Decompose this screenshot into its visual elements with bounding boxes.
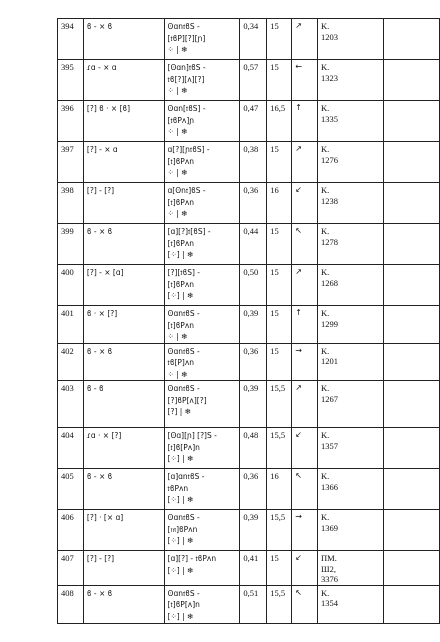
table-row: [58, 265, 440, 306]
transcription-cell-line: ⁘ | ❄: [167, 86, 188, 95]
direction-arrow-icon-line: ↖: [295, 226, 302, 235]
transcription-cell-line: [⁘] | ❄: [167, 565, 194, 575]
transcription-cell-line: 𝔱ϐPʌn: [167, 483, 189, 493]
reference-cell: [318, 224, 384, 265]
size-cell-line: 15,5: [270, 512, 286, 522]
reference-cell: [318, 19, 384, 60]
reference-cell-line: 1369: [321, 522, 339, 533]
transcription-cell-line: [⁘] | ❄: [167, 250, 194, 259]
inscription-cell-line: ϐ - × ϐ: [86, 346, 113, 356]
transcription-cell-line: [𝔱]ϐ[Pʌ]n: [167, 442, 200, 452]
table-row: [58, 183, 440, 224]
inscription-cell-line: ϐ · × [?]: [86, 309, 118, 318]
transcription-cell-line: ʘɑn𝔱ϐS -: [167, 513, 200, 522]
row-number-line: 403: [61, 383, 74, 393]
inscription-cell: [83, 343, 164, 381]
transcription-cell: [164, 142, 240, 183]
reference-cell: [318, 306, 384, 344]
table-row: [58, 306, 440, 344]
table-row: [58, 142, 440, 183]
transcription-cell-line: ⁘ | ❄: [167, 45, 188, 54]
empty-cell: [383, 265, 439, 306]
transcription-cell-line: [𝔱]ϐPʌn: [167, 156, 195, 166]
reference-cell-line: 1357: [321, 440, 339, 451]
inscription-cell-line: [?] - [?]: [86, 554, 115, 563]
transcription-cell-line: [ɑ][?]𝔱[ϐS] -: [167, 227, 211, 236]
row-number-line: 404: [61, 430, 74, 440]
size-cell-line: 16,5: [270, 103, 286, 113]
inscription-cell: [83, 265, 164, 306]
row-number-line: 398: [61, 185, 74, 195]
transcription-cell-line: [ʘɑn]𝔱ϐS -: [167, 63, 206, 72]
value-cell-line: 0,39: [243, 308, 259, 318]
size-cell: [267, 428, 292, 469]
direction-arrow-icon-line: ↑: [295, 103, 302, 112]
transcription-cell-line: ⁘ | ❄: [167, 332, 188, 341]
inscription-cell: [83, 306, 164, 344]
transcription-cell-line: [𝔱]ϐPʌn: [167, 238, 195, 248]
value-cell-line: 0,39: [243, 512, 259, 522]
row-number-line: 401: [61, 308, 74, 318]
row-number-line: 407: [61, 553, 74, 563]
inscription-cell-line: ϐ - × ϐ: [86, 22, 113, 31]
direction-arrow-icon: [292, 224, 318, 265]
transcription-cell: [164, 343, 240, 381]
value-cell: [240, 510, 267, 551]
direction-arrow-icon-line: →: [295, 512, 302, 521]
transcription-cell-line: ɑ[?][ɲ𝔱ϐS] -: [167, 145, 210, 154]
reference-cell-line: K.: [321, 345, 330, 356]
table-row: [58, 551, 440, 586]
direction-arrow-icon: [292, 551, 318, 586]
transcription-cell-line: [ʘɑ][ɲ] [?]S -: [167, 431, 217, 440]
reference-cell-line: K.: [321, 62, 330, 72]
empty-cell: [383, 551, 439, 586]
transcription-cell-line: ⁘ | ❄: [167, 369, 188, 379]
value-cell-line: 0,57: [243, 62, 259, 72]
row-number: [58, 60, 84, 101]
row-number: [58, 469, 84, 510]
empty-cell: [383, 142, 439, 183]
transcription-cell-line: ʘɑn𝔱ϐS -: [167, 346, 200, 356]
empty-cell: [383, 183, 439, 224]
transcription-cell-line: 𝔱ϐ[P]ʌn: [167, 358, 195, 367]
row-number: [58, 142, 84, 183]
transcription-cell: [164, 551, 240, 586]
empty-cell: [383, 469, 439, 510]
value-cell-line: 0,48: [243, 430, 259, 440]
transcription-cell-line: ⁘ | ❄: [167, 168, 188, 177]
direction-arrow-icon-line: ↑: [295, 308, 302, 317]
direction-arrow-icon-line: ↙: [295, 430, 302, 439]
empty-cell: [383, 306, 439, 344]
row-number: [58, 19, 84, 60]
reference-cell: [318, 142, 384, 183]
direction-arrow-icon-line: ↙: [295, 553, 302, 562]
reference-cell: [318, 510, 384, 551]
size-cell-line: 15,5: [270, 383, 286, 393]
reference-cell-line: 1268: [321, 277, 339, 288]
value-cell-line: 0,47: [243, 103, 259, 113]
reference-cell-line: K.: [321, 21, 330, 31]
reference-cell: [318, 428, 384, 469]
transcription-cell-line: [?][𝔱ϐS] -: [167, 268, 200, 277]
value-cell-line: 0,51: [243, 587, 259, 598]
size-cell: [267, 19, 292, 60]
size-cell: [267, 343, 292, 381]
transcription-cell-line: ⁘ | ❄: [167, 127, 188, 136]
row-number: [58, 381, 84, 428]
value-cell: [240, 585, 267, 623]
row-number: [58, 306, 84, 344]
value-cell: [240, 469, 267, 510]
inscription-cell-line: ϐ - × ϐ: [86, 588, 113, 598]
reference-cell-line: 1267: [321, 393, 339, 404]
inscription-cell-line: ϐ - ϐ: [86, 384, 104, 393]
transcription-cell-line: [ɑ]ɑn𝔱ϐS -: [167, 472, 205, 481]
size-cell-line: 15: [270, 226, 279, 236]
transcription-cell-line: [⁘] | ❄: [167, 495, 194, 504]
empty-cell: [383, 585, 439, 623]
size-cell-line: 15: [270, 144, 279, 154]
transcription-cell: [164, 101, 240, 142]
reference-cell-line: K.: [321, 308, 330, 318]
row-number: [58, 510, 84, 551]
size-cell: [267, 224, 292, 265]
reference-cell-line: K.: [321, 144, 330, 154]
size-cell: [267, 101, 292, 142]
row-number: [58, 224, 84, 265]
value-cell-line: 0,39: [243, 383, 259, 393]
row-number-line: 405: [61, 471, 74, 481]
transcription-cell-line: [𝔱ϐP][?][ɲ]: [167, 33, 206, 43]
reference-cell-line: Ш2,: [321, 563, 336, 574]
size-cell: [267, 183, 292, 224]
size-cell-line: 16: [270, 471, 279, 481]
reference-cell: [318, 265, 384, 306]
reference-cell-line: 1323: [321, 72, 339, 83]
transcription-cell-line: [?]ϐP[ʌ][?]: [167, 395, 207, 405]
transcription-cell: [164, 19, 240, 60]
row-number-line: 406: [61, 512, 74, 522]
table-row: [58, 19, 440, 60]
reference-cell-line: K.: [321, 512, 330, 522]
reference-cell-line: K.: [321, 267, 330, 277]
value-cell: [240, 343, 267, 381]
inscription-cell-line: [?] · [× ɑ]: [86, 513, 124, 522]
transcription-cell: [164, 60, 240, 101]
row-number-line: 397: [61, 144, 74, 154]
table-row: [58, 428, 440, 469]
inscription-cell: [83, 224, 164, 265]
inscription-cell: [83, 585, 164, 623]
reference-cell-line: 1201: [321, 356, 339, 366]
inscription-cell: [83, 60, 164, 101]
empty-cell: [383, 60, 439, 101]
size-cell: [267, 381, 292, 428]
table-row: [58, 510, 440, 551]
reference-cell: [318, 585, 384, 623]
transcription-cell: [164, 224, 240, 265]
size-cell-line: 15,5: [270, 587, 286, 598]
reference-cell-line: 1276: [321, 154, 339, 165]
size-cell-line: 15,5: [270, 430, 286, 440]
size-cell-line: 15: [270, 62, 279, 72]
value-cell: [240, 265, 267, 306]
value-cell: [240, 142, 267, 183]
reference-cell-line: K.: [321, 430, 330, 440]
value-cell-line: 0,36: [243, 185, 259, 195]
value-cell: [240, 101, 267, 142]
table-row: [58, 585, 440, 623]
inscription-cell: [83, 142, 164, 183]
transcription-cell: [164, 585, 240, 623]
transcription-cell-line: [ɑ][?] - 𝔱ϐPʌn: [167, 554, 217, 563]
size-cell-line: 15: [270, 553, 279, 563]
table-row: [58, 101, 440, 142]
reference-cell: [318, 343, 384, 381]
inscription-cell: [83, 101, 164, 142]
inscription-cell-line: [?] - × [ɑ]: [86, 268, 124, 277]
inscription-cell: [83, 381, 164, 428]
empty-cell: [383, 224, 439, 265]
table-row: [58, 60, 440, 101]
empty-cell: [383, 428, 439, 469]
size-cell: [267, 306, 292, 344]
empty-cell: [383, 381, 439, 428]
empty-cell: [383, 19, 439, 60]
transcription-cell-line: ɑ[ʘn𝔱]ϐS -: [167, 186, 206, 195]
table-row: [58, 343, 440, 381]
transcription-cell-line: ʘɑn𝔱ϐS -: [167, 22, 200, 31]
direction-arrow-icon: [292, 510, 318, 551]
reference-cell: [318, 101, 384, 142]
transcription-cell-line: [?] | ❄: [167, 407, 191, 416]
transcription-cell-line: ʘɑn𝔱ϐS -: [167, 588, 200, 598]
direction-arrow-icon: [292, 381, 318, 428]
value-cell-line: 0,34: [243, 21, 259, 31]
inscription-cell: [83, 428, 164, 469]
empty-cell: [383, 343, 439, 381]
reference-cell-line: ПМ.: [321, 553, 337, 563]
direction-arrow-icon: [292, 265, 318, 306]
direction-arrow-icon-line: ↗: [295, 21, 302, 30]
transcription-cell: [164, 306, 240, 344]
size-cell: [267, 142, 292, 183]
transcription-cell-line: [𝔪]ϐPʌn: [167, 524, 198, 534]
row-number-line: 402: [61, 345, 74, 356]
reference-cell: [318, 183, 384, 224]
transcription-cell-line: ʘɑn[𝔱ϐS] -: [167, 104, 206, 113]
row-number-line: 395: [61, 62, 74, 72]
direction-arrow-icon: [292, 101, 318, 142]
transcription-cell-line: [𝔱]ϐPʌn: [167, 279, 195, 289]
value-cell: [240, 306, 267, 344]
inscription-cell: [83, 469, 164, 510]
direction-arrow-icon: [292, 585, 318, 623]
direction-arrow-icon: [292, 183, 318, 224]
transcription-cell-line: ⁘ | ❄: [167, 209, 188, 218]
direction-arrow-icon-line: ↗: [295, 144, 302, 153]
empty-cell: [383, 101, 439, 142]
size-cell: [267, 60, 292, 101]
direction-arrow-icon-line: ←: [295, 62, 302, 71]
value-cell: [240, 551, 267, 586]
reference-cell-line: 1354: [321, 598, 339, 608]
size-cell-line: 16: [270, 185, 279, 195]
transcription-cell-line: [⁘] | ❄: [167, 536, 194, 545]
size-cell-line: 15: [270, 267, 279, 277]
reference-cell-line: 1238: [321, 195, 339, 206]
row-number-line: 396: [61, 103, 74, 113]
value-cell: [240, 428, 267, 469]
direction-arrow-icon: [292, 343, 318, 381]
value-cell-line: 0,44: [243, 226, 259, 236]
transcription-cell-line: [⁘] | ❄: [167, 454, 194, 463]
table-row: [58, 469, 440, 510]
value-cell-line: 0,36: [243, 471, 259, 481]
row-number-line: 399: [61, 226, 74, 236]
direction-arrow-icon: [292, 428, 318, 469]
row-number: [58, 343, 84, 381]
inscription-cell: [83, 183, 164, 224]
transcription-cell-line: [⁘] | ❄: [167, 291, 194, 300]
transcription-cell: [164, 381, 240, 428]
inscription-cell-line: ɾɑ - × ɑ: [86, 63, 117, 72]
transcription-cell-line: [⁘] | ❄: [167, 611, 194, 621]
transcription-cell-line: [𝔱]ϐPʌn: [167, 320, 195, 330]
direction-arrow-icon-line: →: [295, 345, 302, 355]
transcription-cell-line: ʘɑn𝔱ϐS -: [167, 309, 200, 318]
inscription-cell-line: [?] - × ɑ: [86, 145, 118, 154]
transcription-cell-line: [𝔱]ϐPʌn: [167, 197, 195, 207]
size-cell: [267, 585, 292, 623]
inscription-cell-line: [?] ϐ · × [ϐ]: [86, 104, 131, 113]
value-cell-line: 0,38: [243, 144, 259, 154]
row-number: [58, 428, 84, 469]
direction-arrow-icon: [292, 19, 318, 60]
transcription-cell-line: 𝔱ϐ[?][ʌ][?]: [167, 74, 205, 84]
value-cell-line: 0,41: [243, 553, 259, 563]
row-number: [58, 585, 84, 623]
size-cell-line: 15: [270, 345, 279, 356]
value-cell-line: 0,50: [243, 267, 259, 277]
transcription-cell: [164, 510, 240, 551]
reference-cell-line: 1203: [321, 31, 339, 42]
reference-cell-line: K.: [321, 226, 330, 236]
inscription-cell: [83, 510, 164, 551]
transcription-cell: [164, 469, 240, 510]
reference-cell-line: K.: [321, 471, 330, 481]
reference-cell: [318, 469, 384, 510]
row-number: [58, 183, 84, 224]
inscription-cell-line: ϐ - × ϐ: [86, 227, 113, 236]
reference-cell-line: 1335: [321, 113, 339, 124]
direction-arrow-icon-line: ↗: [295, 267, 302, 276]
empty-cell: [383, 510, 439, 551]
value-cell: [240, 224, 267, 265]
row-number-line: 394: [61, 21, 74, 31]
inscription-cell: [83, 19, 164, 60]
transcription-cell-line: [𝔱]ϐP[ʌ]n: [167, 600, 200, 609]
reference-cell-line: 3376: [321, 574, 339, 584]
catalog-table: [57, 18, 440, 624]
catalog-table-body: [58, 19, 440, 624]
reference-cell-line: 1278: [321, 236, 339, 247]
reference-cell-line: K.: [321, 185, 330, 195]
direction-arrow-icon-line: ↖: [295, 587, 302, 597]
direction-arrow-icon: [292, 469, 318, 510]
reference-cell: [318, 60, 384, 101]
table-row: [58, 381, 440, 428]
size-cell: [267, 510, 292, 551]
direction-arrow-icon: [292, 142, 318, 183]
value-cell: [240, 183, 267, 224]
reference-cell-line: K.: [321, 383, 330, 393]
row-number-line: 400: [61, 267, 74, 277]
transcription-cell-line: ʘɑn𝔱ϐS -: [167, 384, 200, 393]
reference-cell-line: K.: [321, 103, 330, 113]
direction-arrow-icon: [292, 60, 318, 101]
reference-cell: [318, 551, 384, 586]
direction-arrow-icon-line: ↙: [295, 185, 302, 194]
direction-arrow-icon-line: ↖: [295, 471, 302, 480]
size-cell: [267, 265, 292, 306]
size-cell-line: 15: [270, 21, 279, 31]
size-cell: [267, 551, 292, 586]
transcription-cell: [164, 183, 240, 224]
reference-cell-line: 1366: [321, 481, 339, 492]
row-number: [58, 101, 84, 142]
value-cell-line: 0,36: [243, 345, 259, 356]
direction-arrow-icon: [292, 306, 318, 344]
transcription-cell: [164, 428, 240, 469]
row-number: [58, 265, 84, 306]
row-number-line: 408: [61, 587, 74, 598]
reference-cell-line: 1299: [321, 318, 339, 329]
value-cell: [240, 19, 267, 60]
value-cell: [240, 381, 267, 428]
inscription-cell: [83, 551, 164, 586]
inscription-cell-line: ϐ - × ϐ: [86, 472, 113, 481]
value-cell: [240, 60, 267, 101]
transcription-cell: [164, 265, 240, 306]
reference-cell-line: K.: [321, 587, 330, 598]
direction-arrow-icon-line: ↗: [295, 383, 302, 392]
size-cell: [267, 469, 292, 510]
inscription-cell-line: ɾɑ · × [?]: [86, 431, 122, 440]
table-row: [58, 224, 440, 265]
inscription-cell-line: [?] - [?]: [86, 186, 115, 195]
size-cell-line: 15: [270, 308, 279, 318]
row-number: [58, 551, 84, 586]
transcription-cell-line: [𝔱ϐPʌ]ɲ: [167, 115, 195, 125]
reference-cell: [318, 381, 384, 428]
